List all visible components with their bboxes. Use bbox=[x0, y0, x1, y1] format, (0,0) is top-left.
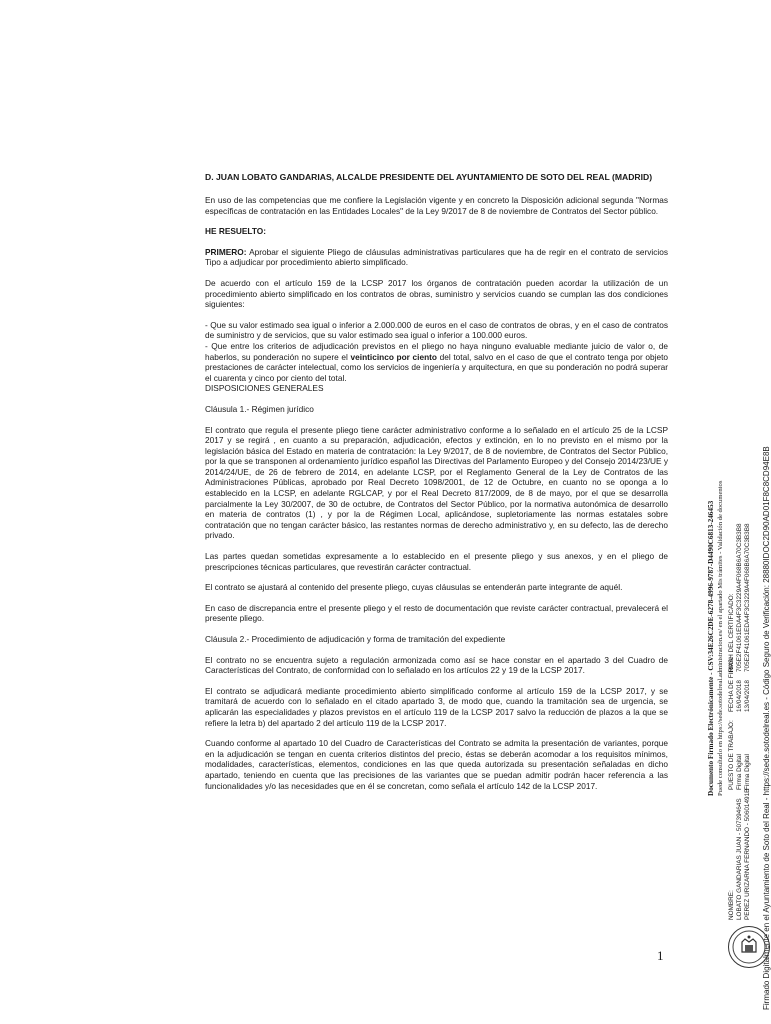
variantes-paragraph: Cuando conforme al apartado 10 del Cuadro de Características del Contrato se admita la presentación de variantes, porque en la adjudicación se tengan en cuenta criterios distintos del precio, éstas se deberán acomodar a los requisitos mínimos, modalidades, características, elementos, condiciones en las que queda autorizada su presentación señaladas en dicho apartado, teniendo en cuenta que las precisiones de las variantes que se puedan admitir podrán hacer referencia a las funcionalidades y/o las necesidades que en él se concretan, como señala el artículo 142 de la LCSP 2017. bbox=[205, 738, 668, 791]
signature-line-2: Puede consultarlo en https://sede.sotodelreal.administracion.es/ en el apartado Mis trámites - Validación de documentos bbox=[717, 480, 724, 796]
signature-line-1: Documento Firmado Electrónicamente - CSV:34E26C2DE-6278-4996-9787-D4490C6813-246453 bbox=[707, 500, 715, 796]
condition-2-text-a: - Que entre los criterios de adjudicación previstos en el pliego no haya ninguno evaluable mediante juicio de valor o, de haberlos, su ponderación no supere el bbox=[205, 340, 668, 362]
regimen-paragraph: El contrato que regula el presente pliego tiene carácter administrativo conforme a lo señalado en el artículo 25 de la LCSP 2017 y se regirá , en cuanto a su preparación, adjudicación, efectos y extinción, en lo no previsto en el mismo por la legislación básica del Estado en materia de contratación: la Ley 9/2017, de 8 de noviembre, de Contratos del Sector Público, por la que se transponen al ordenamiento jurídico español las Directivas del Parlamento Europeo y del Consejo 2014/23/UE y 2014/24/UE, de 26 de febrero de 2014, en adelante LCSP, por el Reglamento General de la Ley de Contratos de las Administraciones Públicas, aprobado por Real Decreto 1098/2001, de 12 de Octubre, en cuanto no se oponga a lo establecido en la LCSP, en adelante RGLCAP, y por el Real Decreto 817/2009, de 8 de mayo, por el que se desarrolla parcialmente la Ley 30/2007, de 30 de octubre, de Contratos del Sector Público, por la normativa autonómica de desarrollo en materia de contratos (1) , y por la de Régimen Local, aplicándose, supletoriamente las normas estatales sobre contratación que no tengan carácter básico, las restantes normas de derecho administrativo y, en su defecto, las de derecho privado. bbox=[205, 424, 668, 541]
regulacion-paragraph: El contrato no se encuentra sujeto a regulación armonizada como así se hace constar en el apartado 3 del Cuadro de Características del Contrato, de conformidad con lo señalado en los artículos 22 y 19 de la LCSP 2017. bbox=[205, 654, 668, 676]
primero-label: PRIMERO: bbox=[205, 246, 247, 257]
names-row-1: LOBATO GANDARIAS JUAN - 50739464S bbox=[736, 798, 744, 920]
adjudicara-paragraph: El contrato se adjudicará mediante procedimiento abierto simplificado conforme al artículo 159 de la LCSP 2017, y se tramitará de acuerdo con lo señalado en el citado apartado 3, de modo que, cuando la tramitación sea de urgencia, se aplicarán las especialidades y plazos previstos en el artículo 119 de la LCSP 2017 salvo la reducción de plazos a la que se refiere la letra b) del apartado 2 del artículo 119 de la LCSP 2017. bbox=[205, 685, 668, 728]
document-heading: D. JUAN LOBATO GANDARIAS, ALCALDE PRESIDENTE DEL AYUNTAMIENTO DE SOTO DEL REAL (MADRID) bbox=[205, 172, 653, 182]
dates-header: FECHA DE FIRMA: bbox=[728, 656, 735, 712]
condition-2-text-b: del total, salvo en el caso de que el contrato tenga por objeto prestaciones de carácter intelectual, como los servicios de ingeniería y arquitectura, en que su ponderación no podrá superar el cuarenta y cinco por ciento del total. bbox=[205, 351, 669, 383]
hash-row-2: 705E2F41061EDA4F3C3229A4F068B6A70C3B3B8 bbox=[744, 523, 752, 672]
municipal-seal-icon bbox=[728, 926, 770, 968]
hash-row-1: 705E2F41061EDA4F3C3229A4F068B6A70C3B3B8 bbox=[736, 523, 744, 672]
partes-paragraph: Las partes quedan sometidas expresamente a lo establecido en el presente pliego y sus anexos, y en el pliego de prescripciones técnicas particulares, que revestirán carácter contractual. bbox=[205, 551, 668, 572]
primero-paragraph bbox=[205, 247, 668, 268]
disposiciones-heading: DISPOSICIONES GENERALES bbox=[205, 383, 324, 394]
hash-header: HASH DEL CERTIFICADO: bbox=[728, 593, 735, 672]
signature-col-posts bbox=[728, 720, 753, 790]
condition-2-bold: veinticinco por ciento bbox=[350, 351, 437, 362]
acuerdo-paragraph: De acuerdo con el artículo 159 de la LCSP 2017 los órganos de contratación pueden acordar la utilización de un procedimiento abierto simplificado en los contratos de obras, suministro y servicios cuando se cumplan las dos condiciones siguientes: bbox=[205, 277, 668, 310]
signature-col-hash bbox=[728, 523, 753, 672]
condition-1: - Que su valor estimado sea igual o inferior a 2.000.000 de euros en el caso de contratos de obras, y en el caso de contratos de suministro y de servicios, que su valor estimado sea igual o inferior a 100.000 euros. bbox=[205, 319, 668, 341]
posts-row-1: Firma Digital bbox=[736, 754, 744, 790]
document-body bbox=[205, 172, 668, 801]
dates-row-2: 13/04/2018 bbox=[744, 680, 752, 712]
resolution-heading: HE RESUELTO: bbox=[205, 226, 267, 237]
page-number: 1 bbox=[657, 948, 664, 963]
dates-row-1: 16/04/2018 bbox=[736, 680, 744, 712]
posts-row-2: Firma Digital bbox=[744, 754, 752, 790]
primero-text: Aprobar el siguiente Pliego de cláusulas administrativas particulares que ha de regir en el contrato de servicios Tipo a adjudicar por procedimiento abierto simplificado. bbox=[205, 246, 668, 268]
names-header: NOMBRE: bbox=[728, 890, 735, 920]
discrepancia-paragraph: En caso de discrepancia entre el presente pliego y el resto de documentación que reviste carácter contractual, prevalecerá el presente pliego. bbox=[205, 602, 668, 624]
clausula-1-title: Cláusula 1.- Régimen jurídico bbox=[205, 403, 314, 414]
posts-header: PUESTO DE TRABAJO: bbox=[728, 720, 735, 790]
intro-paragraph: En uso de las competencias que me confiere la Legislación vigente y en concreto la Disposición adicional segunda "Normas específicas de contratación en las Entidades Locales" de la Ley 9/2017 de 8 de noviembre de Contratos del Sector público. bbox=[205, 195, 668, 216]
verification-footer: Firmado Digitalmente en el Ayuntamiento de Soto del Real - https://sede.sotodelreal.es - Código Seguro de Verificación: 28880IDOC2D90AD01F8C8CD94E8B bbox=[762, 446, 771, 1010]
names-row-2: PEREZ URIZARNA FERNANDO - 50601491B bbox=[744, 788, 752, 920]
clausula-2-title: Cláusula 2.- Procedimiento de adjudicación y forma de tramitación del expediente bbox=[205, 634, 506, 644]
condition-2 bbox=[205, 341, 668, 383]
seal-emblem-icon bbox=[730, 928, 768, 966]
signature-col-names bbox=[728, 789, 753, 920]
ajustara-paragraph: El contrato se ajustará al contenido del presente pliego, cuyas cláusulas se entenderán parte integrante de aquél. bbox=[205, 582, 623, 593]
